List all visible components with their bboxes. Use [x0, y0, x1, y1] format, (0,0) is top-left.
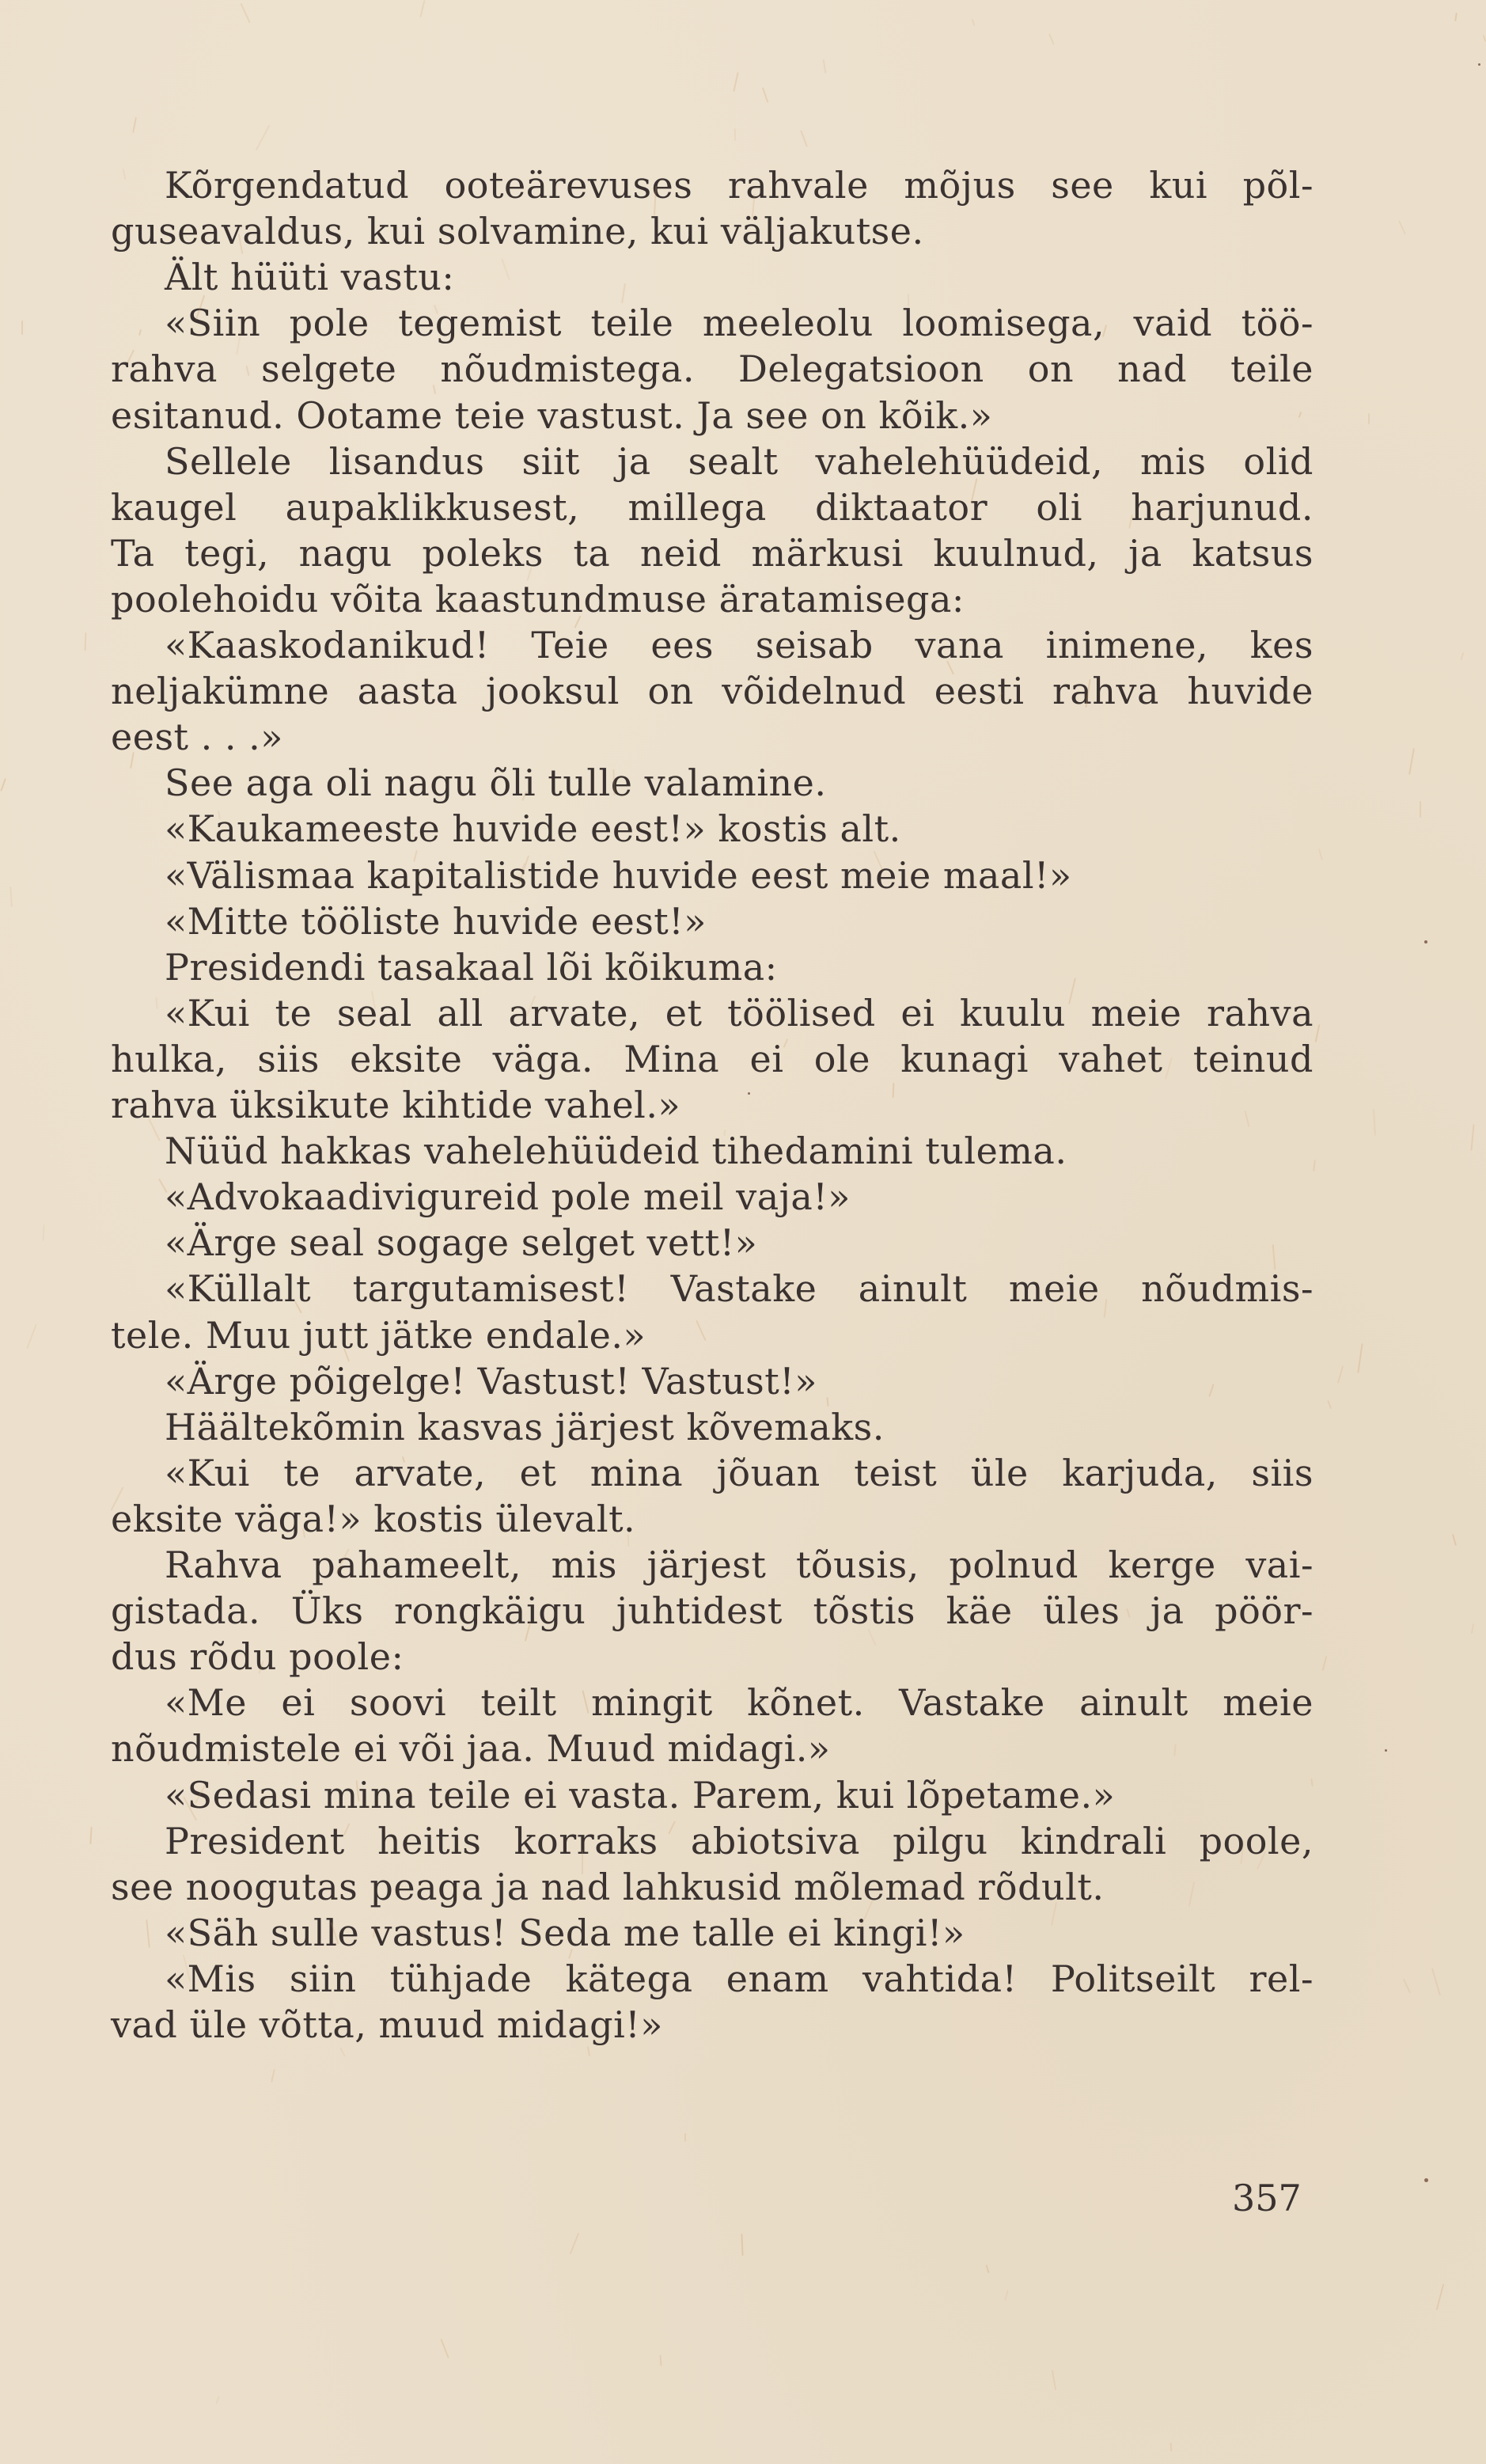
- paper-fiber: [696, 1320, 707, 1342]
- paper-fiber: [1244, 1111, 1249, 1127]
- paper-fiber: [440, 2338, 449, 2358]
- paper-fiber: [155, 997, 158, 1009]
- text-line: «Me ei soovi teilt mingit kõnet. Vastake ainult meie: [165, 1681, 1314, 1725]
- text-line: «Kui te seal all arvate, et töölised ei kuulu meie rahva: [165, 991, 1314, 1035]
- text-line: nõudmistele ei või jaa. Muud midagi.»: [111, 1727, 831, 1771]
- text-line: Ta tegi, nagu poleks ta neid märkusi kuulnud, ja katsus: [111, 531, 1314, 575]
- text-line: Rahva pahameelt, mis järjest tõusis, polnud kerge vai-: [165, 1543, 1314, 1586]
- text-line: neljakümne aasta jooksul on võidelnud eesti rahva huvide: [111, 670, 1314, 713]
- text-line: «Mitte tööliste huvide eest!»: [165, 899, 707, 943]
- paper-fiber: [1173, 1744, 1176, 1756]
- paper-fiber: [271, 2069, 275, 2082]
- paper-fiber: [1452, 1534, 1457, 1546]
- text-line: dus rõdu poole:: [111, 1635, 404, 1679]
- paper-fiber: [1314, 1160, 1317, 1171]
- paper-fiber: [741, 2234, 743, 2256]
- text-line: kaugel aupaklikkusest, millega diktaator oli harjunud.: [111, 485, 1314, 529]
- paper-fiber: [570, 2233, 580, 2254]
- text-line: «Kaaskodanikud! Teie ees seisab vana inimene, kes: [165, 624, 1314, 666]
- paper-fiber: [339, 2047, 346, 2056]
- paper-fiber: [9, 887, 13, 907]
- paper-fiber: [1327, 1400, 1332, 1409]
- paper-speck: [1424, 940, 1427, 943]
- paper-fiber: [1336, 1365, 1343, 1384]
- text-line: «Sedasi mina teile ei vasta. Parem, kui lõpetame.»: [165, 1773, 1116, 1817]
- paper-fiber: [122, 169, 126, 180]
- text-line: rahva üksikute kihtide vahel.»: [111, 1084, 681, 1126]
- paper-fiber: [1209, 1384, 1215, 1397]
- paper-fiber: [27, 1324, 37, 1350]
- text-line: «Ärge põigelge! Vastust! Vastust!»: [165, 1359, 817, 1403]
- paper-fiber: [1471, 1623, 1474, 1634]
- text-line: guseavaldus, kui solvamine, kui väljakutse.: [111, 210, 924, 253]
- paper-fiber: [1298, 412, 1302, 418]
- text-line: «Säh sulle vastus! Seda me talle ei kingi!»: [165, 1911, 965, 1954]
- text-line: rahva selgete nõudmistega. Delegatsioon on nad teile: [111, 347, 1314, 391]
- text-line: Sellele lisandus siit ja sealt vahelehüüdeid, mis olid: [165, 439, 1314, 483]
- paper-fiber: [1398, 221, 1406, 235]
- text-line: poolehoidu võita kaastundmuse äratamisega:: [111, 577, 965, 621]
- paper-fiber: [1461, 652, 1465, 660]
- paper-fiber: [1314, 1024, 1320, 1042]
- text-line: see noogutas peaga ja nad lahkusid mõlemad rõdult.: [111, 1865, 1105, 1908]
- paper-fiber: [985, 2265, 989, 2273]
- text-line: «Mis siin tühjade kätega enam vahtida! Politseilt rel-: [165, 1957, 1314, 2000]
- text-line: Presidendi tasakaal lõi kõikuma:: [165, 945, 778, 989]
- text-line: vad üle võtta, muud midagi!»: [111, 2003, 663, 2046]
- text-line: President heitis korraks abiotsiva pilgu kindrali poole,: [165, 1819, 1314, 1862]
- paper-fiber: [1454, 13, 1458, 21]
- paper-fiber: [255, 125, 270, 151]
- paper-fiber: [1170, 2443, 1172, 2451]
- paper-fiber: [1402, 1978, 1410, 1993]
- text-line: «Välismaa kapitalistide huvide eest meie maal!»: [165, 853, 1072, 897]
- paper-fiber: [1048, 33, 1055, 45]
- text-line: eest . . .»: [111, 716, 283, 759]
- paper-fiber: [800, 130, 808, 146]
- paper-fiber: [1004, 2290, 1008, 2301]
- paper-fiber: [826, 1397, 828, 1407]
- paper-fiber: [146, 1919, 150, 1948]
- paper-fiber: [1188, 1881, 1195, 1907]
- text-line: «Küllalt targutamisest! Vastake ainult meie nõudmis-: [165, 1267, 1314, 1311]
- paper-fiber: [1311, 1779, 1314, 1786]
- text-line: hulka, siis eksite väga. Mina ei ole kunagi vahet teinud: [111, 1037, 1314, 1080]
- paper-fiber: [1408, 748, 1415, 775]
- paper-fiber: [132, 117, 137, 133]
- paper-fiber: [660, 2355, 662, 2366]
- paper-fiber: [89, 1827, 92, 1844]
- paper-fiber: [1318, 849, 1323, 860]
- text-line: «Kaukameeste huvide eest!» kostis alt.: [165, 807, 901, 851]
- paper-fiber: [582, 1850, 583, 1874]
- paper-fiber: [1373, 1109, 1376, 1136]
- paper-fiber: [43, 1224, 45, 1241]
- paper-fiber: [762, 87, 768, 102]
- paper-fiber: [684, 2133, 686, 2142]
- text-line: «Ärge seal sogage selget vett!»: [165, 1221, 758, 1265]
- paper-fiber: [734, 73, 739, 93]
- paper-fiber: [892, 1083, 894, 1098]
- paper-fiber: [1368, 413, 1370, 424]
- paper-fiber: [502, 259, 510, 281]
- paper-fiber: [420, 0, 426, 17]
- text-line: «Siin pole tegemist teile meeleolu loomisega, vaid töö-: [165, 302, 1314, 345]
- paper-speck: [1478, 63, 1480, 66]
- paper-fiber: [1, 778, 7, 792]
- paper-fiber: [215, 2396, 219, 2405]
- paper-speck: [1424, 2178, 1428, 2182]
- text-line: Kõrgendatud ooteärevuses rahvale mõjus see kui põl-: [165, 164, 1314, 207]
- text-line: See aga oli nagu õli tulle valamine.: [165, 761, 827, 805]
- paper-fiber: [823, 59, 827, 74]
- paper-fiber: [1321, 1656, 1327, 1671]
- paper-fiber: [1357, 1343, 1363, 1373]
- text-line: eksite väga!» kostis ülevalt.: [111, 1497, 636, 1540]
- paper-fiber: [1052, 2370, 1057, 2390]
- paper-fiber: [972, 19, 976, 26]
- text-line: esitanud. Ootame teie vastust. Ja see on kõik.»: [111, 393, 993, 437]
- text-line: gistada. Üks rongkäigu juhtidest tõstis käe üles ja pöör-: [111, 1589, 1314, 1633]
- text-line: «Advokaadivigureid pole meil vaja!»: [165, 1175, 851, 1219]
- paper-fiber: [1483, 35, 1486, 42]
- paper-fiber: [241, 3, 251, 23]
- paper-fiber: [138, 329, 142, 336]
- text-line: «Kui te arvate, et mina jõuan teist üle karjuda, siis: [165, 1451, 1314, 1494]
- paper-fiber: [1420, 801, 1421, 818]
- paper-fiber: [21, 321, 23, 335]
- paper-fiber: [734, 128, 736, 141]
- paper-fiber: [1471, 1124, 1475, 1151]
- page-number: 357: [1232, 2177, 1302, 2219]
- paper-speck: [748, 1092, 750, 1095]
- paper-fiber: [1431, 1969, 1441, 1996]
- text-line: Nüüd hakkas vahelehüüdeid tihedamini tulema.: [165, 1129, 1067, 1173]
- paper-fiber: [84, 632, 86, 651]
- text-line: tele. Muu jutt jätke endale.»: [111, 1313, 646, 1357]
- text-line: Häältekõmin kasvas järjest kõvemaks.: [165, 1405, 885, 1448]
- text-line: Ält hüüti vastu:: [165, 256, 455, 299]
- paper-fiber: [1435, 2284, 1444, 2310]
- paper-speck: [1385, 1749, 1387, 1752]
